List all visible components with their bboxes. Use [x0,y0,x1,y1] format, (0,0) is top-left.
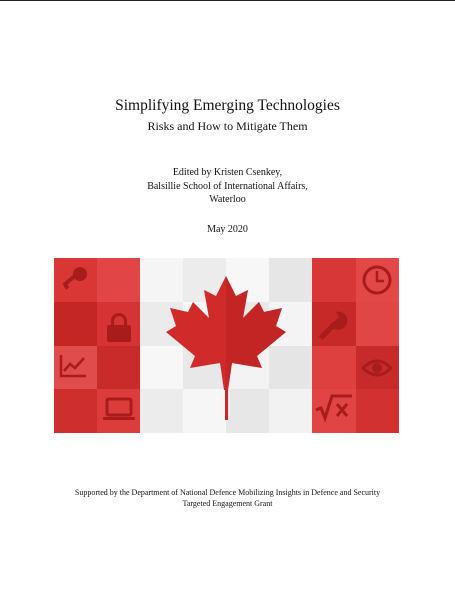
editor-city: Waterloo [209,194,246,205]
editor-line: Edited by Kristen Csenkey, [172,167,283,178]
editor-affiliation: Balsillie School of International Affairs, [147,180,308,192]
funding-line-2: Targeted Engagement Grant [182,499,273,508]
funding-statement [0,487,455,509]
cover-flag-image [54,258,399,433]
publication-date: May 2020 [207,224,248,235]
document-title: Simplifying Emerging Technologies [115,97,340,114]
top-rule [0,0,455,1]
document-subtitle: Risks and How to Mitigate Them [147,119,308,133]
editor-block [0,166,455,207]
funding-line-1: Supported by the Department of National Defence Mobilizing Insights in Defence and Security [74,488,381,497]
right-red-band [312,258,399,433]
